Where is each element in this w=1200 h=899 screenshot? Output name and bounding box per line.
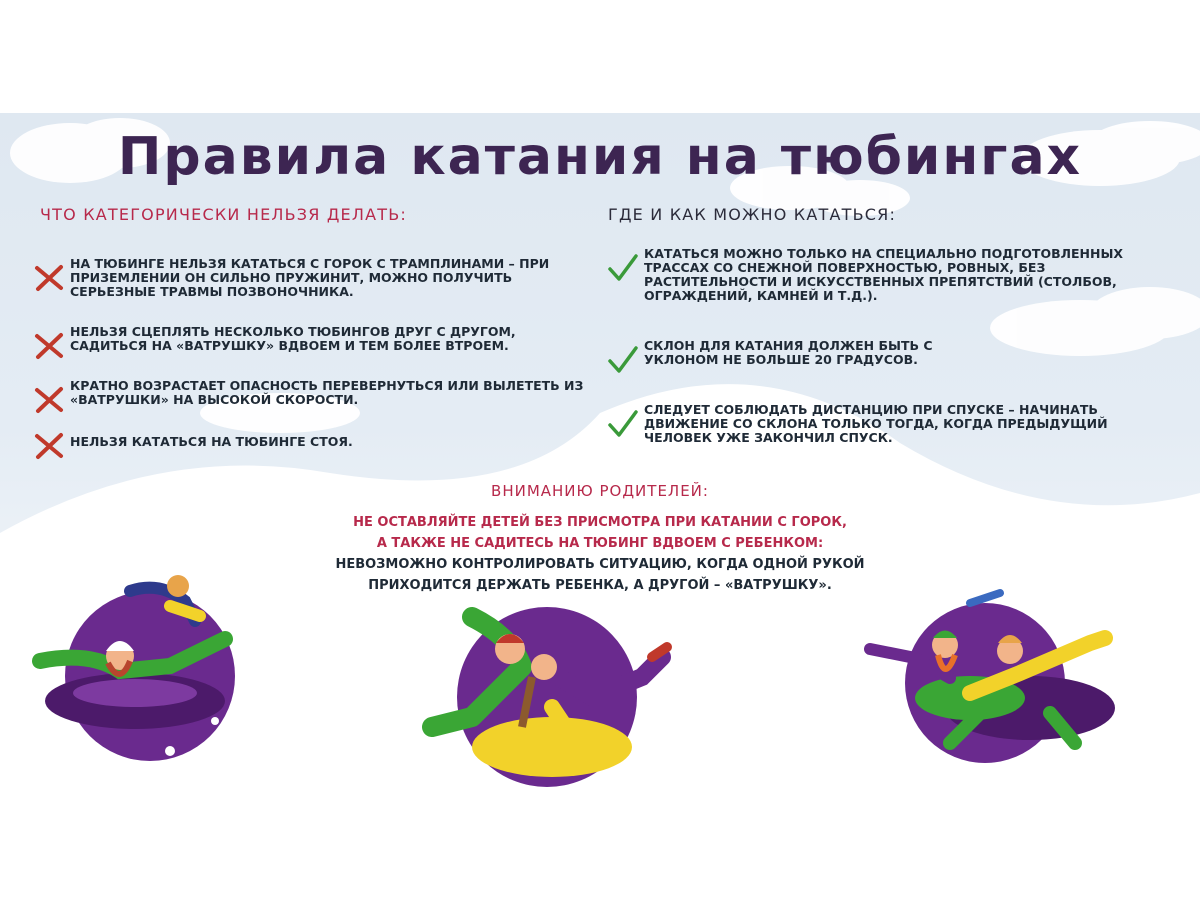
parents-warning-line: А ТАКЖЕ НЕ САДИТЕСЬ НА ТЮБИНГ ВДВОЕМ С РЕБЕНКОМ:	[376, 536, 824, 551]
forbidden-rule-text: НЕЛЬЗЯ СЦЕПЛЯТЬ НЕСКОЛЬКО ТЮБИНГОВ ДРУГ С ДРУГОМ, САДИТЬСЯ НА «ВАТРУШКУ» ВДВОЕМ И ТЕМ БОЛЕЕ ВТРОЕМ.	[70, 324, 516, 353]
parents-heading: ВНИМАНИЮ РОДИТЕЛЕЙ:	[491, 482, 709, 500]
page-title: Правила катания на тюбингах	[117, 127, 1083, 187]
red-cross-icon	[32, 431, 66, 461]
allowed-heading: ГДЕ И КАК МОЖНО КАТАТЬСЯ:	[608, 205, 897, 224]
allowed-rule-text: СЛЕДУЕТ СОБЛЮДАТЬ ДИСТАНЦИЮ ПРИ СПУСКЕ – НАЧИНАТЬ ДВИЖЕНИЕ СО СКЛОНА ТОЛЬКО ТОГДА, КОГДА ПРЕДЫДУЩИЙ ЧЕЛОВЕК УЖЕ ЗАКОНЧИЛ СПУСК.	[644, 402, 1108, 445]
green-check-icon	[606, 345, 640, 375]
allowed-rule	[606, 339, 1176, 375]
red-cross-icon	[32, 331, 66, 361]
red-cross-icon	[32, 385, 66, 415]
forbidden-rule-text: НА ТЮБИНГЕ НЕЛЬЗЯ КАТАТЬСЯ С ГОРОК С ТРАМПЛИНАМИ – ПРИ ПРИЗЕМЛЕНИИ ОН СИЛЬНО ПРУЖИНИТ, МОЖНО ПОЛУЧИТЬ СЕРЬЕЗНЫЕ ТРАВМЫ ПОЗВОНОЧНИКА.	[70, 256, 550, 299]
forbidden-rule-text: НЕЛЬЗЯ КАТАТЬСЯ НА ТЮБИНГЕ СТОЯ.	[70, 434, 353, 449]
forbidden-heading: ЧТО КАТЕГОРИЧЕСКИ НЕЛЬЗЯ ДЕЛАТЬ:	[40, 205, 407, 224]
parents-reason-line: НЕВОЗМОЖНО КОНТРОЛИРОВАТЬ СИТУАЦИЮ, КОГДА ОДНОЙ РУКОЙ	[335, 557, 865, 572]
tubing-riders-illustration	[412, 597, 692, 797]
tubing-riders-illustration	[860, 583, 1125, 783]
forbidden-rule	[32, 425, 592, 461]
green-check-icon	[606, 253, 640, 283]
red-cross-icon	[32, 263, 66, 293]
tubing-riders-illustration	[20, 561, 250, 761]
parents-warning-line: НЕ ОСТАВЛЯЙТЕ ДЕТЕЙ БЕЗ ПРИСМОТРА ПРИ КАТАНИИ С ГОРОК,	[353, 515, 847, 530]
allowed-rule	[606, 247, 1176, 303]
allowed-rule-text: КАТАТЬСЯ МОЖНО ТОЛЬКО НА СПЕЦИАЛЬНО ПОДГОТОВЛЕННЫХ ТРАССАХ СО СНЕЖНОЙ ПОВЕРХНОСТЬЮ, РОВНЫХ, БЕЗ РАСТИТЕЛЬНОСТИ И ИСКУССТВЕННЫХ ПРЕПЯТСТВИЙ (СТОЛБОВ, ОГРАЖДЕНИЙ, КАМНЕЙ И Т.Д.).	[644, 246, 1124, 303]
green-check-icon	[606, 409, 640, 439]
forbidden-rule	[32, 379, 592, 415]
forbidden-rule-text: КРАТНО ВОЗРАСТАЕТ ОПАСНОСТЬ ПЕРЕВЕРНУТЬСЯ ИЛИ ВЫЛЕТЕТЬ ИЗ «ВАТРУШКИ» НА ВЫСОКОЙ СКОРОСТИ.	[70, 378, 584, 407]
allowed-rule-text: СКЛОН ДЛЯ КАТАНИЯ ДОЛЖЕН БЫТЬ С УКЛОНОМ НЕ БОЛЬШЕ 20 ГРАДУСОВ.	[644, 338, 933, 367]
poster	[0, 113, 1200, 803]
forbidden-rule	[32, 257, 592, 299]
allowed-rule	[606, 403, 1176, 445]
forbidden-rule	[32, 325, 592, 361]
parents-reason-line: ПРИХОДИТСЯ ДЕРЖАТЬ РЕБЕНКА, А ДРУГОЙ – «ВАТРУШКУ».	[368, 578, 832, 593]
